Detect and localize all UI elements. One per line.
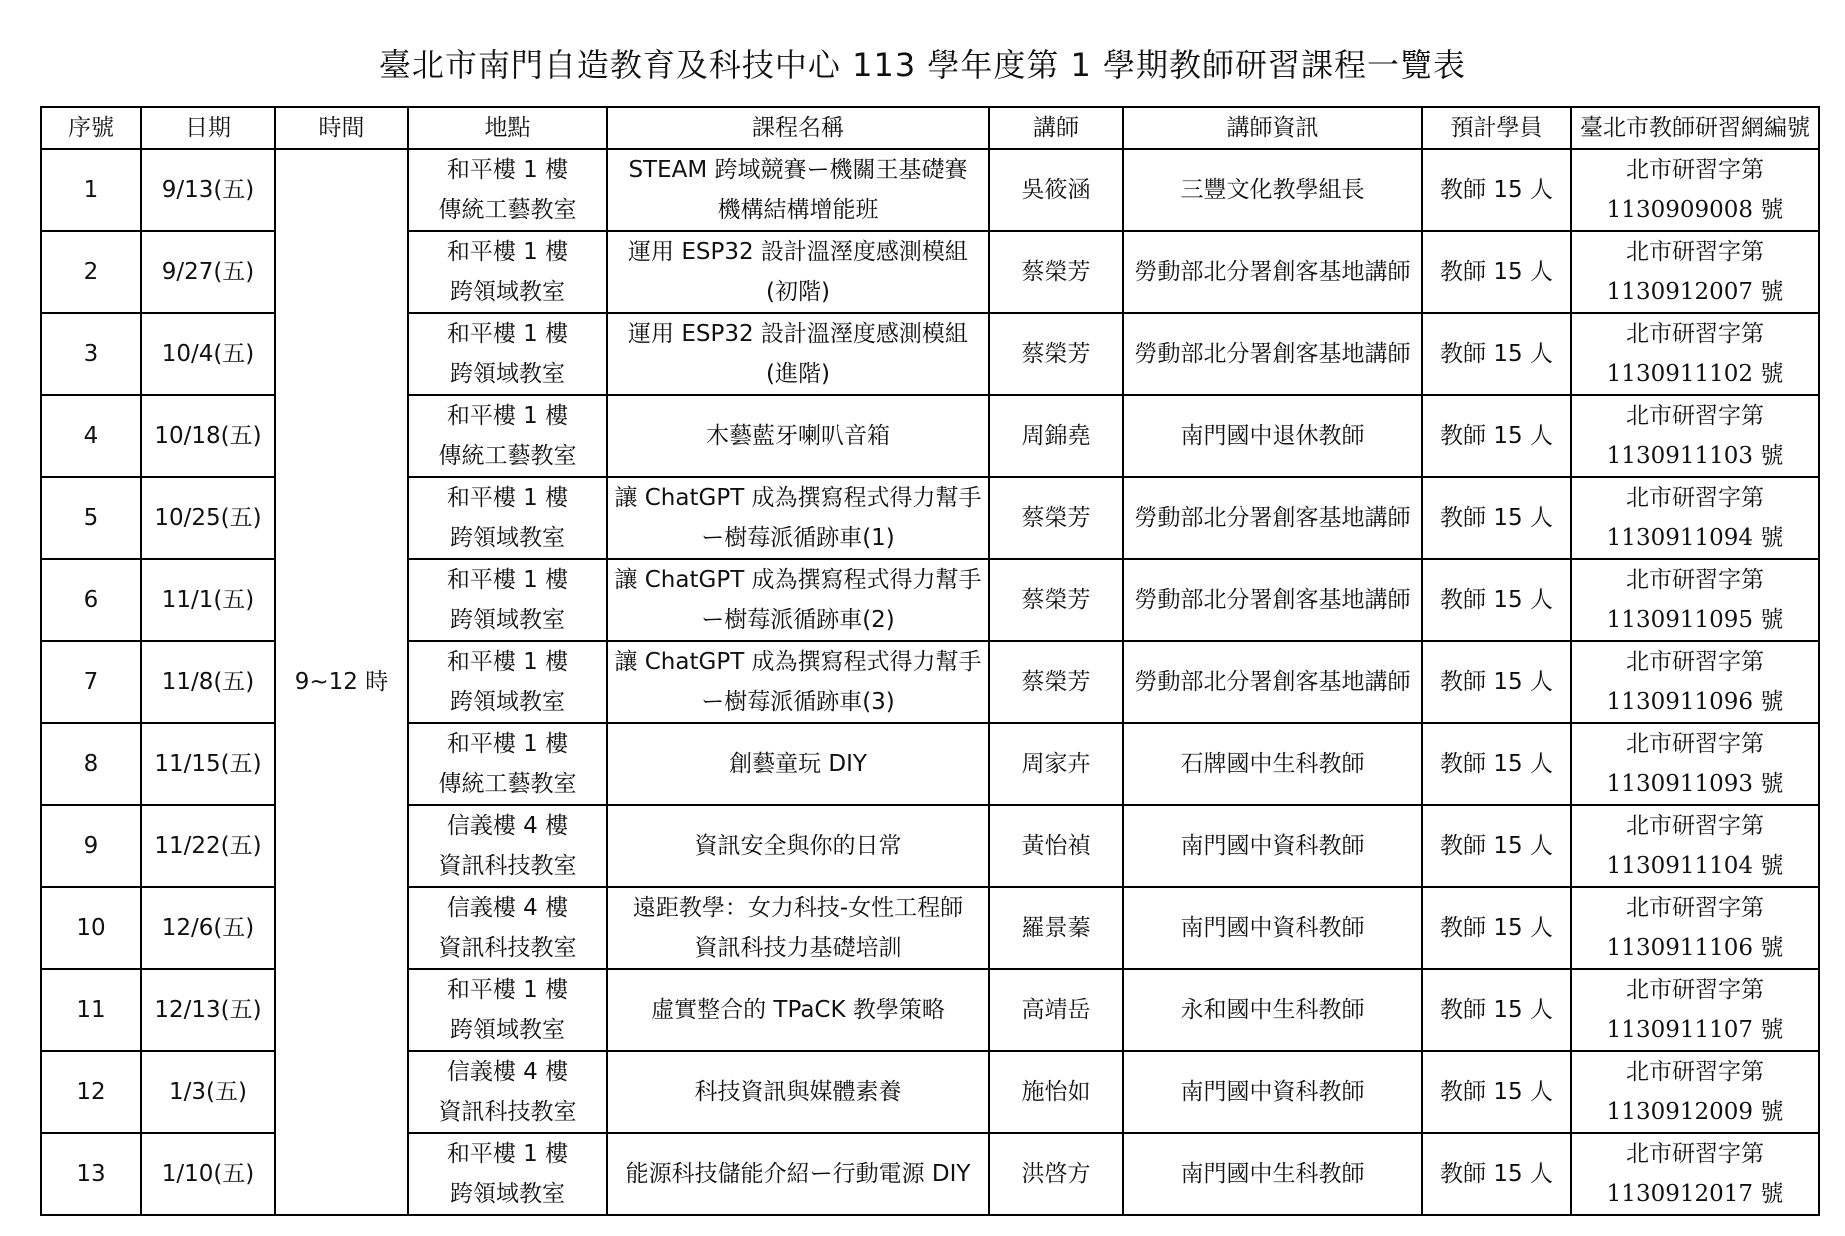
location-cell — [408, 641, 607, 723]
location-room: 跨領域教室 — [450, 361, 565, 387]
code-cell — [1571, 969, 1819, 1051]
code-prefix: 北市研習字第 — [1626, 485, 1764, 511]
students-cell: 教師 15 人 — [1422, 395, 1571, 477]
location-cell — [408, 723, 607, 805]
teacher-cell: 蔡榮芳 — [989, 477, 1123, 559]
code-cell — [1571, 805, 1819, 887]
teacher-cell: 洪啓方 — [989, 1133, 1123, 1215]
location-cell — [408, 1133, 607, 1215]
course-cell — [607, 641, 989, 723]
code-prefix: 北市研習字第 — [1626, 813, 1764, 839]
students-cell: 教師 15 人 — [1422, 149, 1571, 231]
course-cell — [607, 805, 989, 887]
location-room: 跨領域教室 — [450, 689, 565, 715]
course-title-line1: STEAM 跨域競賽ー機關王基礎賽 — [628, 157, 968, 183]
location-room: 資訊科技教室 — [438, 935, 577, 961]
row-number: 12 — [41, 1051, 141, 1133]
course-title-line1: 運用 ESP32 設計溫溼度感測模組 — [628, 239, 968, 265]
location-room: 傳統工藝教室 — [438, 771, 577, 797]
teacher-cell: 吳筱涵 — [989, 149, 1123, 231]
location-cell — [408, 231, 607, 313]
date-cell: 1/10(五) — [141, 1133, 275, 1215]
location-room: 傳統工藝教室 — [438, 197, 577, 223]
code-prefix: 北市研習字第 — [1626, 239, 1764, 265]
date-cell: 11/22(五) — [141, 805, 275, 887]
course-cell — [607, 149, 989, 231]
course-cell — [607, 723, 989, 805]
code-number: 1130911104 號 — [1606, 853, 1784, 879]
course-title-line2: ー樹莓派循跡車(1) — [701, 525, 895, 551]
code-prefix: 北市研習字第 — [1626, 403, 1764, 429]
row-number: 4 — [41, 395, 141, 477]
course-cell — [607, 477, 989, 559]
code-prefix: 北市研習字第 — [1626, 321, 1764, 347]
location-building: 和平樓 1 樓 — [446, 1141, 569, 1167]
course-cell — [607, 1133, 989, 1215]
course-title-line1: 創藝童玩 DIY — [729, 751, 867, 777]
students-cell: 教師 15 人 — [1422, 559, 1571, 641]
code-prefix: 北市研習字第 — [1626, 157, 1764, 183]
students-cell: 教師 15 人 — [1422, 231, 1571, 313]
date-cell: 11/15(五) — [141, 723, 275, 805]
location-cell — [408, 477, 607, 559]
students-cell: 教師 15 人 — [1422, 969, 1571, 1051]
course-title-line2: ー樹莓派循跡車(2) — [701, 607, 895, 633]
location-room: 跨領域教室 — [450, 525, 565, 551]
course-title-line1: 能源科技儲能介紹ー行動電源 DIY — [625, 1161, 971, 1187]
header-location: 地點 — [408, 107, 607, 149]
location-building: 和平樓 1 樓 — [446, 403, 569, 429]
location-cell — [408, 805, 607, 887]
date-cell: 11/8(五) — [141, 641, 275, 723]
teacher-cell: 黃怡禎 — [989, 805, 1123, 887]
date-cell: 1/3(五) — [141, 1051, 275, 1133]
teacher-cell: 高靖岳 — [989, 969, 1123, 1051]
date-cell: 12/13(五) — [141, 969, 275, 1051]
course-title-line1: 木藝藍牙喇叭音箱 — [706, 423, 890, 449]
course-cell — [607, 887, 989, 969]
course-cell — [607, 969, 989, 1051]
course-title-line1: 讓 ChatGPT 成為撰寫程式得力幫手 — [614, 485, 982, 511]
location-building: 信義樓 4 樓 — [446, 1059, 569, 1085]
code-cell — [1571, 313, 1819, 395]
course-title-line1: 運用 ESP32 設計溫溼度感測模組 — [628, 321, 968, 347]
row-number: 13 — [41, 1133, 141, 1215]
students-cell: 教師 15 人 — [1422, 1133, 1571, 1215]
teacher-cell: 蔡榮芳 — [989, 231, 1123, 313]
code-number: 1130911095 號 — [1606, 607, 1784, 633]
header-students: 預計學員 — [1422, 107, 1571, 149]
code-cell — [1571, 641, 1819, 723]
document-title: 臺北市南門自造教育及科技中心 113 學年度第 1 學期教師研習課程一覽表 — [378, 46, 1467, 84]
teacher-info-cell: 南門國中資科教師 — [1123, 887, 1422, 969]
code-prefix: 北市研習字第 — [1626, 649, 1764, 675]
teacher-info-cell: 勞動部北分署創客基地講師 — [1123, 559, 1422, 641]
teacher-info-cell: 石牌國中生科教師 — [1123, 723, 1422, 805]
row-number: 11 — [41, 969, 141, 1051]
course-title-line1: 科技資訊與媒體素養 — [694, 1079, 902, 1105]
course-title-line1: 資訊安全與你的日常 — [694, 833, 902, 859]
row-number: 3 — [41, 313, 141, 395]
code-cell — [1571, 231, 1819, 313]
location-room: 跨領域教室 — [450, 1181, 565, 1207]
code-cell — [1571, 887, 1819, 969]
teacher-info-cell: 南門國中生科教師 — [1123, 1133, 1422, 1215]
students-cell: 教師 15 人 — [1422, 887, 1571, 969]
header-course: 課程名稱 — [607, 107, 989, 149]
location-cell — [408, 149, 607, 231]
code-prefix: 北市研習字第 — [1626, 567, 1764, 593]
teacher-cell: 蔡榮芳 — [989, 313, 1123, 395]
row-number: 10 — [41, 887, 141, 969]
date-cell: 9/27(五) — [141, 231, 275, 313]
code-prefix: 北市研習字第 — [1626, 731, 1764, 757]
students-cell: 教師 15 人 — [1422, 1051, 1571, 1133]
course-cell — [607, 313, 989, 395]
code-number: 1130911102 號 — [1606, 361, 1784, 387]
teacher-cell: 蔡榮芳 — [989, 559, 1123, 641]
location-cell — [408, 969, 607, 1051]
header-code: 臺北市教師研習網編號 — [1571, 107, 1819, 149]
teacher-cell: 施怡如 — [989, 1051, 1123, 1133]
code-number: 1130911106 號 — [1606, 935, 1784, 961]
location-cell — [408, 559, 607, 641]
course-title-line2: (進階) — [766, 361, 830, 387]
students-cell: 教師 15 人 — [1422, 477, 1571, 559]
location-room: 傳統工藝教室 — [438, 443, 577, 469]
location-building: 信義樓 4 樓 — [446, 895, 569, 921]
code-cell — [1571, 149, 1819, 231]
date-cell: 10/4(五) — [141, 313, 275, 395]
location-building: 和平樓 1 樓 — [446, 731, 569, 757]
teacher-info-cell: 勞動部北分署創客基地講師 — [1123, 641, 1422, 723]
teacher-info-cell: 南門國中資科教師 — [1123, 1051, 1422, 1133]
header-no: 序號 — [41, 107, 141, 149]
date-cell: 11/1(五) — [141, 559, 275, 641]
location-room: 跨領域教室 — [450, 279, 565, 305]
location-room: 資訊科技教室 — [438, 1099, 577, 1125]
teacher-info-cell: 南門國中資科教師 — [1123, 805, 1422, 887]
teacher-info-cell: 南門國中退休教師 — [1123, 395, 1422, 477]
date-cell: 12/6(五) — [141, 887, 275, 969]
date-cell: 10/25(五) — [141, 477, 275, 559]
teacher-info-cell: 勞動部北分署創客基地講師 — [1123, 231, 1422, 313]
location-cell — [408, 887, 607, 969]
header-date: 日期 — [141, 107, 275, 149]
teacher-cell: 周家卉 — [989, 723, 1123, 805]
table-row — [41, 149, 1819, 231]
code-number: 1130912009 號 — [1606, 1099, 1784, 1125]
code-number: 1130911107 號 — [1606, 1017, 1784, 1043]
row-number: 7 — [41, 641, 141, 723]
table-header-row — [41, 107, 1819, 149]
course-title-line1: 讓 ChatGPT 成為撰寫程式得力幫手 — [614, 567, 982, 593]
location-building: 和平樓 1 樓 — [446, 977, 569, 1003]
teacher-cell: 羅景蓁 — [989, 887, 1123, 969]
location-building: 和平樓 1 樓 — [446, 321, 569, 347]
code-number: 1130911093 號 — [1606, 771, 1784, 797]
course-title-line1: 虛實整合的 TPaCK 教學策略 — [651, 997, 945, 1023]
header-time: 時間 — [275, 107, 408, 149]
course-cell — [607, 231, 989, 313]
teacher-info-cell: 勞動部北分署創客基地講師 — [1123, 313, 1422, 395]
location-building: 信義樓 4 樓 — [446, 813, 569, 839]
table-body — [41, 149, 1819, 1215]
location-building: 和平樓 1 樓 — [446, 649, 569, 675]
code-cell — [1571, 1133, 1819, 1215]
code-number: 1130911094 號 — [1606, 525, 1784, 551]
code-number: 1130911096 號 — [1606, 689, 1784, 715]
row-number: 2 — [41, 231, 141, 313]
teacher-info-cell: 永和國中生科教師 — [1123, 969, 1422, 1051]
location-room: 跨領域教室 — [450, 1017, 565, 1043]
code-prefix: 北市研習字第 — [1626, 895, 1764, 921]
location-room: 資訊科技教室 — [438, 853, 577, 879]
location-cell — [408, 395, 607, 477]
course-title-line1: 讓 ChatGPT 成為撰寫程式得力幫手 — [614, 649, 982, 675]
row-number: 6 — [41, 559, 141, 641]
location-cell — [408, 313, 607, 395]
location-building: 和平樓 1 樓 — [446, 485, 569, 511]
date-cell: 10/18(五) — [141, 395, 275, 477]
code-cell — [1571, 395, 1819, 477]
code-prefix: 北市研習字第 — [1626, 977, 1764, 1003]
teacher-cell: 周錦堯 — [989, 395, 1123, 477]
code-prefix: 北市研習字第 — [1626, 1141, 1764, 1167]
location-room: 跨領域教室 — [450, 607, 565, 633]
code-number: 1130912017 號 — [1606, 1181, 1784, 1207]
code-number: 1130909008 號 — [1606, 197, 1784, 223]
course-cell — [607, 1051, 989, 1133]
students-cell: 教師 15 人 — [1422, 805, 1571, 887]
code-number: 1130912007 號 — [1606, 279, 1784, 305]
code-prefix: 北市研習字第 — [1626, 1059, 1764, 1085]
course-title-line2: 資訊科技力基礎培訓 — [694, 935, 902, 961]
code-cell — [1571, 723, 1819, 805]
time-cell: 9~12 時 — [275, 149, 408, 1215]
teacher-info-cell: 三豐文化教學組長 — [1123, 149, 1422, 231]
row-number: 8 — [41, 723, 141, 805]
course-title-line1: 遠距教學：女力科技-女性工程師 — [632, 895, 964, 921]
code-cell — [1571, 477, 1819, 559]
students-cell: 教師 15 人 — [1422, 313, 1571, 395]
students-cell: 教師 15 人 — [1422, 641, 1571, 723]
teacher-cell: 蔡榮芳 — [989, 641, 1123, 723]
row-number: 5 — [41, 477, 141, 559]
location-building: 和平樓 1 樓 — [446, 239, 569, 265]
teacher-info-cell: 勞動部北分署創客基地講師 — [1123, 477, 1422, 559]
header-teacher-info: 講師資訊 — [1123, 107, 1422, 149]
course-cell — [607, 559, 989, 641]
course-title-line2: (初階) — [766, 279, 830, 305]
location-cell — [408, 1051, 607, 1133]
location-building: 和平樓 1 樓 — [446, 157, 569, 183]
course-title-line2: ー樹莓派循跡車(3) — [701, 689, 895, 715]
row-number: 1 — [41, 149, 141, 231]
course-table — [40, 106, 1820, 1216]
location-building: 和平樓 1 樓 — [446, 567, 569, 593]
course-cell — [607, 395, 989, 477]
students-cell: 教師 15 人 — [1422, 723, 1571, 805]
course-title-line2: 機構結構增能班 — [717, 197, 879, 223]
date-cell: 9/13(五) — [141, 149, 275, 231]
code-cell — [1571, 1051, 1819, 1133]
code-cell — [1571, 559, 1819, 641]
code-number: 1130911103 號 — [1606, 443, 1784, 469]
header-teacher: 講師 — [989, 107, 1123, 149]
row-number: 9 — [41, 805, 141, 887]
